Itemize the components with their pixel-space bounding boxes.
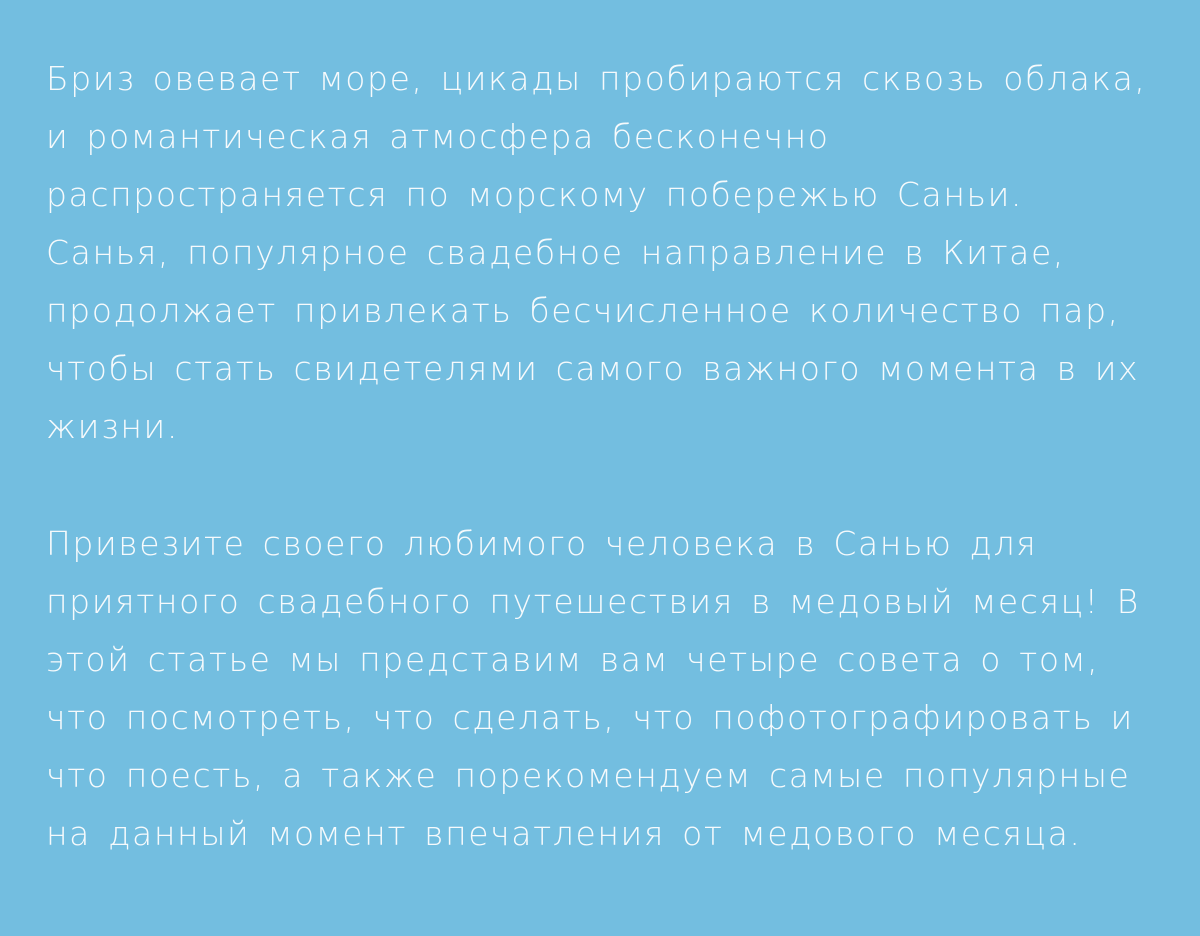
paragraph-tips-overview: Привезите своего любимого человека в Санью для приятного свадебного путешествия в медовый месяц! В этой статье мы представим вам четыре совета о том, что посмотреть, что сделать, что пофотографировать и что поесть, а также порекомендуем самые популярные на данный момент впечатления от медового месяца. xyxy=(46,524,1140,853)
paragraph-intro: Бриз овевает море, цикады пробираются сквозь облака, и романтическая атмосфера бесконечно распространяется по морскому побережью Саньи. Санья, популярное свадебное направление в Китае, продолжает привлекать бесчисленное количество пар, чтобы стать свидетелями самого важного момента в их жизни. xyxy=(46,59,1147,446)
